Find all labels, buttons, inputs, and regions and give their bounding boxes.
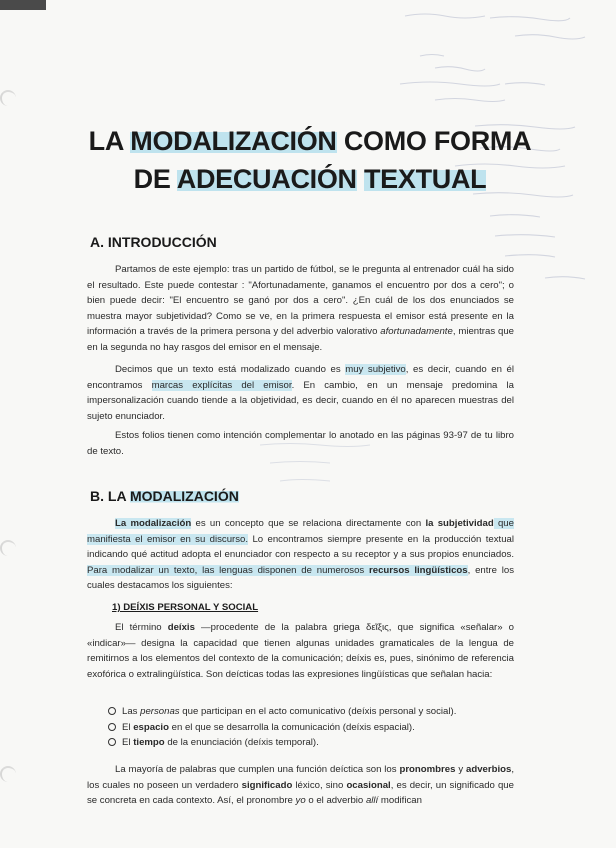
bullet-circle-icon [108, 723, 116, 731]
scan-edge-artifact [0, 0, 46, 10]
bullet-circle-icon [108, 738, 116, 746]
document-title [40, 122, 580, 198]
intro-paragraph-3: Estos folios tienen como intención complementar lo anotado en las páginas 93-97 de tu libro de texto. [87, 430, 514, 457]
modalization-paragraph: La modalización es un concepto que se relaciona directamente con la subjetividad que manifiesta el emisor en su discurso. Lo encontramos siempre presente en la producción textual indicando qué actitud adopta el enunciador con respecto a su receptor y a sus propios enunciados. Para modalizar un texto, las lenguas disponen de numerosos recursos lingüísticos, entre los cuales destacamos los siguientes: [87, 518, 515, 592]
title-word: LA [88, 126, 124, 156]
section-b-heading-highlight: MODALIZACIÓN [129, 488, 239, 504]
section-a-heading: A. INTRODUCCIÓN [90, 234, 217, 250]
title-word: DE [133, 164, 171, 194]
intro-paragraph-1: Partamos de este ejemplo: tras un partido de fútbol, se le pregunta al entrenador cuál ha sido el resultado. Este puede contestar : "Afortunadamente, ganamos el encuentro por dos a cero"; o bien puede decir: "El encuentro se ganó por dos a cero". ¿En cuál de los dos enunciados se muestra mayor subjetividad? Como se ve, en la primera respuesta el emisor está presente en la información a través de la primera persona y del adverbio valorativo afortunadamente, mientras que en la segunda no hay rasgos del emisor en el mensaje. [87, 264, 514, 353]
binder-hole [0, 766, 16, 782]
highlighted-phrase: muy subjetivo [345, 364, 406, 375]
subheading-deixis: 1) DEÍXIS PERSONAL Y SOCIAL [112, 602, 259, 613]
highlighted-term: La modalización [115, 518, 192, 529]
bullet-circle-icon [108, 707, 116, 715]
deixis-paragraph: El término deíxis —procedente de la palabra griega δεῖξις, que significa «señalar» o «indicar»— designa la capacidad que tienen algunas unidades gramaticales de la lengua de remitirnos a los elementos del contexto de la comunicación; deíxis es, pues, sinónimo de referencia exofórica o extralingüística. Son deícticas todas las expresiones lingüísticas que señalan hacia: [87, 622, 514, 680]
deictic-words-paragraph: La mayoría de palabras que cumplen una función deíctica son los pronombres y adverbios, los cuales no poseen un verdadero significado léxico, sino ocasional, es decir, un significado que se concreta en cada contexto. Así, el pronombre yo o el adverbio allí modifican [87, 764, 514, 807]
list-item: El tiempo de la enunciación (deíxis temporal). [108, 735, 508, 751]
title-word: COMO FORMA [343, 126, 532, 156]
title-highlighted-word: MODALIZACIÓN [130, 126, 337, 156]
highlighted-phrase: que manifiesta el emisor en su discurso. [87, 518, 514, 545]
intro-paragraph-2: Decimos que un texto está modalizado cuando es muy subjetivo, es decir, cuando en él encontramos marcas explícitas del emisor. En cambio, en un mensaje predomina la impersonalización cuando tiende a la objetividad, es decir, cuando en él no aparecen muestras del sujeto enunciador. [87, 364, 514, 422]
section-b-heading: B. LA MODALIZACIÓN [90, 488, 239, 504]
highlighted-phrase: marcas explícitas del emisor [151, 379, 292, 391]
binder-hole [0, 90, 16, 106]
list-item: Las personas que participan en el acto comunicativo (deíxis personal y social). [108, 704, 508, 720]
highlighted-term: recursos lingüísticos [369, 564, 468, 576]
title-highlighted-word: ADECUACIÓN [176, 164, 357, 194]
title-highlighted-word: TEXTUAL [363, 164, 487, 194]
list-item: El espacio en el que se desarrolla la comunicación (deíxis espacial). [108, 720, 508, 736]
highlighted-phrase: Para modalizar un texto, las lenguas disponen de numerosos [87, 564, 369, 576]
binder-hole [0, 540, 16, 556]
deixis-bullet-list [108, 704, 508, 751]
